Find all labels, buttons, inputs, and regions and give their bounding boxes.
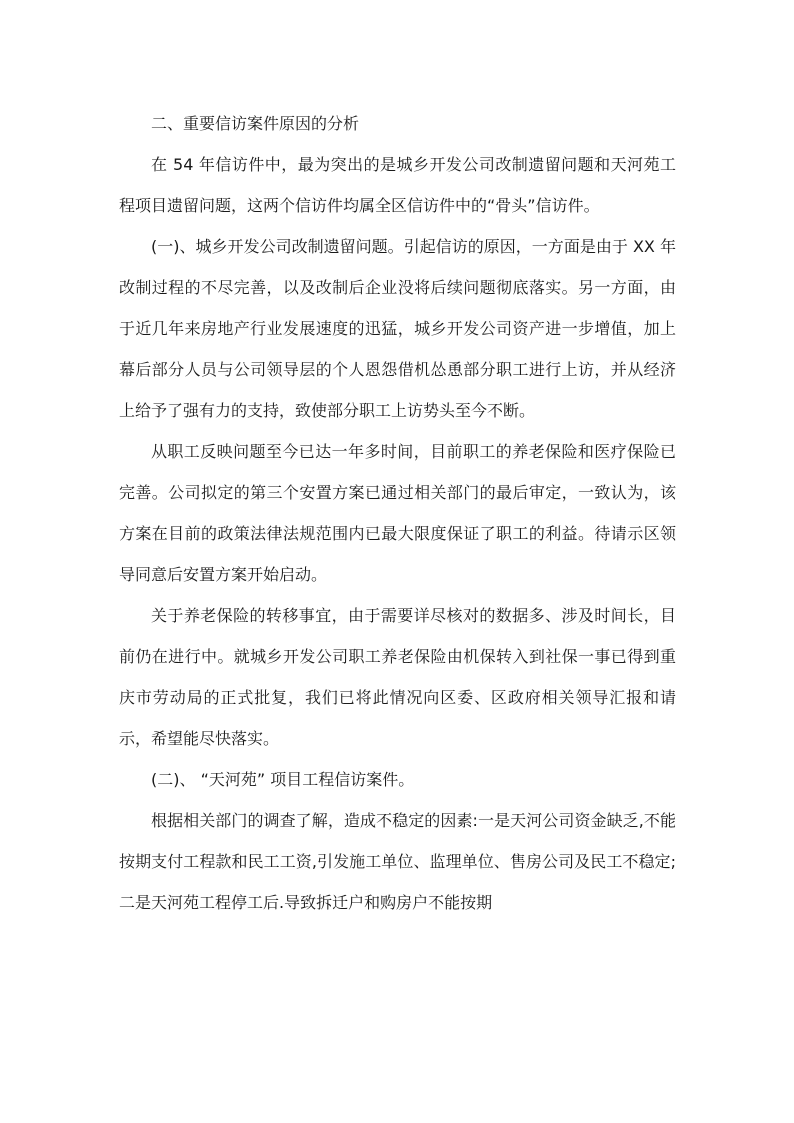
paragraph: 从职工反映问题至今已达一年多时间，目前职工的养老保险和医疗保险已完善。公司拟定的第三个安置方案已通过相关部门的最后审定，一致认为，该方案在目前的政策法律法规范围内已最大限度保证了职工的利益。待请示区领导同意后安置方案开始启动。 [119, 442, 676, 584]
paragraph: (一)、城乡开发公司改制遗留问题。引起信访的原因，一方面是由于 XX 年改制过程的不尽完善，以及改制后企业没将后续问题彻底落实。另一方面，由于近几年来房地产行业发展速度的迅猛，城乡开发公司资产进一步增值，加上幕后部分人员与公司领导层的个人恩怨借机怂恿部分职工进行上访，并从经济上给予了强有力的支持，致使部分职工上访势头至今不断。 [119, 237, 676, 420]
paragraph: 根据相关部门的调查了解，造成不稳定的因素:一是天河公司资金缺乏,不能按期支付工程款和民工工资,引发施工单位、监理单位、售房公司及民工不稳定;二是天河苑工程停工后.导致拆迁户和购房户不能按期 [119, 811, 676, 912]
section-heading: 二、重要信访案件原因的分析 [151, 114, 360, 133]
document-body [119, 103, 676, 923]
paragraph: 关于养老保险的转移事宜，由于需要详尽核对的数据多、涉及时间长，目前仍在进行中。就城乡开发公司职工养老保险由机保转入到社保一事已得到重庆市劳动局的正式批复，我们已将此情况向区委、区政府相关领导汇报和请示，希望能尽快落实。 [119, 606, 676, 748]
subsection-heading: (二)、 “天河苑” 项目工程信访案件。 [151, 770, 415, 789]
paragraph: 在 54 年信访件中，最为突出的是城乡开发公司改制遗留问题和天河苑工程项目遗留问题，这两个信访件均属全区信访件中的“骨头”信访件。 [119, 155, 676, 215]
